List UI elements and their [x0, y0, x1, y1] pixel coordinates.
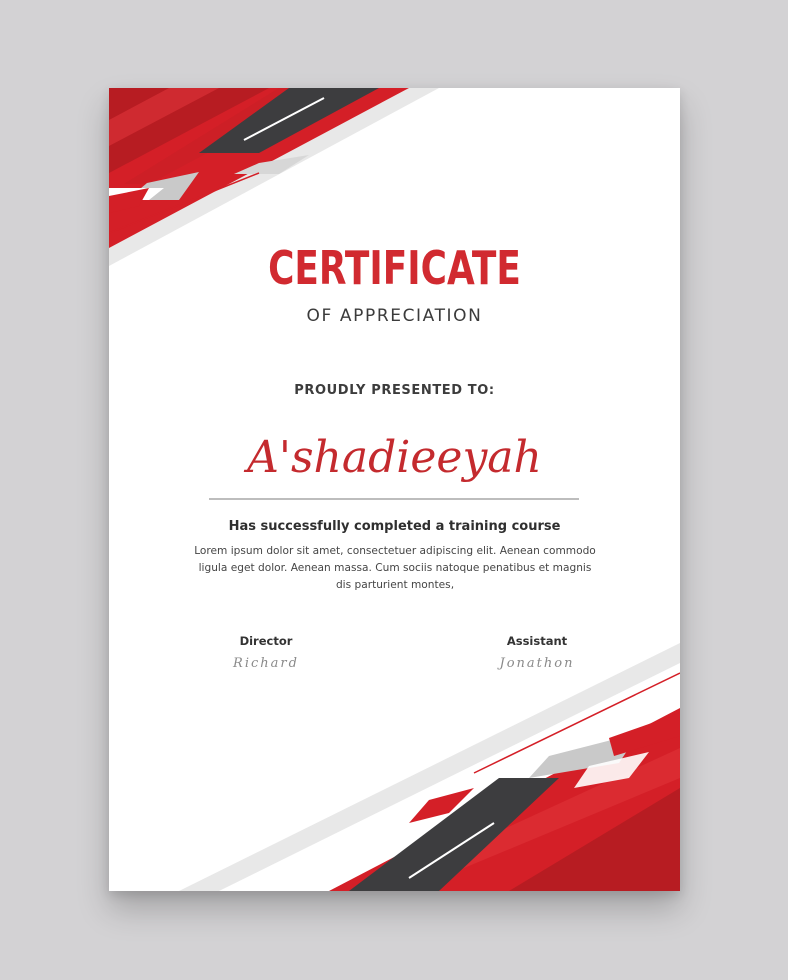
signature-block-director: [186, 634, 346, 671]
signature-name: Jonathon: [499, 656, 575, 671]
certificate-card: [109, 88, 680, 891]
signature-role: Director: [239, 634, 293, 648]
decor-shapes: [109, 88, 680, 891]
presented-label: PROUDLY PRESENTED TO:: [294, 383, 495, 398]
completion-line: Has successfully completed a training course: [228, 519, 561, 534]
name-underline: [209, 498, 579, 500]
certificate-title: CERTIFICATE: [268, 241, 521, 295]
signature-block-assistant: [457, 634, 617, 671]
recipient-name: A'shadieeyah: [247, 432, 542, 483]
signature-name: Richard: [233, 656, 299, 671]
certificate-subtitle: OF APPRECIATION: [306, 306, 483, 326]
signature-role: Assistant: [506, 634, 568, 648]
body-text: Lorem ipsum dolor sit amet, consectetuer adipiscing elit. Aenean commodo ligula eget dolor. Aenean massa. Cum sociis natoque penatibus et magnis dis parturient montes,: [194, 545, 596, 591]
